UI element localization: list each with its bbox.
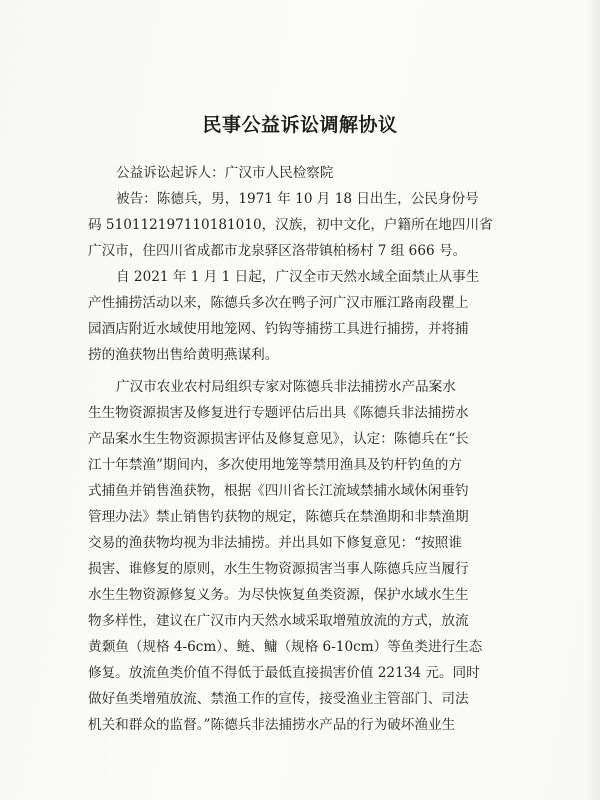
plaintiff-line: 公益诉讼起诉人：广汉市人民检察院 [116, 165, 334, 181]
body-line: 产品案水生生物资源损害评估及修复意见》，认定：陈德兵在“长 [88, 431, 469, 447]
body-line: 产性捕捞活动以来，陈德兵多次在鸭子河广汉市雁江路南段瞿上 [88, 295, 469, 311]
body-line: 捞的渔获物出售给黄明燕谋利。 [88, 347, 279, 363]
body-line: 江十年禁渔”期间内，多次使用地笼等禁用渔具及钓杆钓鱼的方 [88, 457, 462, 473]
body-line: 黄颡鱼（规格 4-6cm）、鲢、鳙（规格 6-10cm）等鱼类进行生态 [88, 639, 483, 655]
body-line: 交易的渔获物均视为非法捕捞。并出具如下修复意见：“按照谁 [88, 535, 462, 551]
body-line: 修复。放流鱼类价值不得低于最低直接损害价值 22134 元。同时 [88, 665, 480, 681]
body-line: 自 2021 年 1 月 1 日起，广汉全市天然水域全面禁止从事生 [116, 269, 480, 285]
body-line: 水生生物资源修复义务。为尽快恢复鱼类资源，保护水域水生生 [88, 587, 469, 603]
body-line: 物多样性，建议在广汉市内天然水域采取增殖放流的方式，放流 [88, 613, 469, 629]
body-line: 生生物资源损害及修复进行专题评估后出具《陈德兵非法捕捞水 [88, 405, 469, 421]
body-line: 式捕鱼并销售渔获物，根据《四川省长江流域禁捕水域休闲垂钓 [88, 483, 469, 499]
body-line: 管理办法》禁止销售钓获物的规定，陈德兵在禁渔期和非禁渔期 [88, 509, 469, 525]
document-body [88, 160, 558, 738]
body-line: 机关和群众的监督。”陈德兵非法捕捞水产品的行为破坏渔业生 [88, 717, 456, 733]
document-title: 民事公益诉讼调解协议 [202, 114, 398, 136]
body-line: 园酒店附近水域使用地笼网、钓钩等捕捞工具进行捕捞，并将捕 [88, 321, 469, 337]
body-line: 损害、谁修复的原则，水生生物资源损害当事人陈德兵应当履行 [88, 561, 469, 577]
body-line: 广汉市，住四川省成都市龙泉驿区洛带镇柏杨村 7 组 666 号。 [88, 243, 467, 259]
body-line: 码 510112197110181010，汉族，初中文化，户籍所在地四川省 [88, 217, 493, 233]
body-line: 做好鱼类增殖放流、禁渔工作的宣传，接受渔业主管部门、司法 [88, 691, 469, 707]
body-line: 广汉市农业农村局组织专家对陈德兵非法捕捞水产品案水 [116, 379, 456, 395]
body-line: 被告：陈德兵，男，1971 年 10 月 18 日出生，公民身份号 [116, 191, 479, 207]
